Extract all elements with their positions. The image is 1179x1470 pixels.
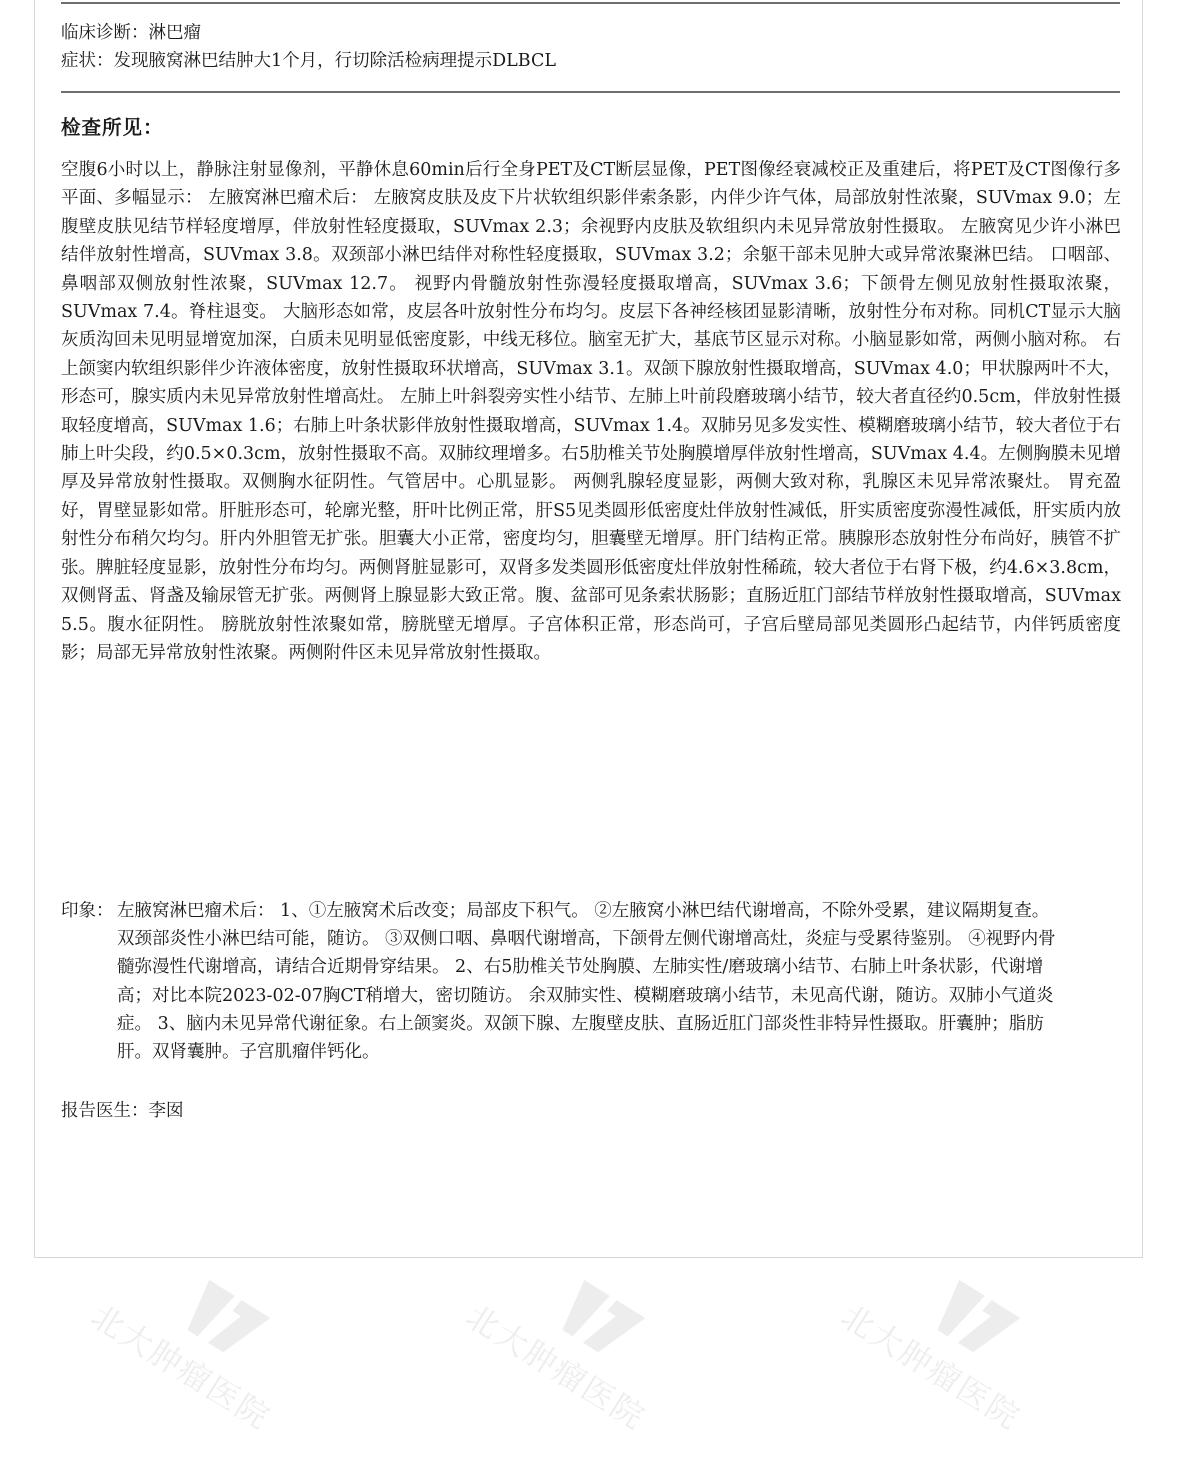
watermark-text: 北大肿瘤医院 [834,1296,1028,1438]
watermark [66,1231,324,1469]
findings-text: 空腹6小时以上，静脉注射显像剂，平静休息60min后行全身PET及CT断层显像，PET图像经衰减校正及重建后，将PET及CT图像行多平面、多幅显示： 左腋窝淋巴瘤术后： 左腋窝皮肤及皮下片状软组织影伴索条影，内伴少许气体，局部放射性浓聚，SUVmax 9.0；左腹壁皮肤见结节样轻度增厚，伴放射性轻度摄取，SUVmax 2.3；余视野内皮肤及软组织内未见异常放射性摄取。 左腋窝见少许小淋巴结伴放射性增高，SUVmax 3.8。双颈部小淋巴结伴对称性轻度摄取，SUVmax 3.2；余躯干部未见肿大或异常浓聚淋巴结。 口咽部、鼻咽部双侧放射性浓聚，SUVmax 12.7。 视野内骨髓放射性弥漫轻度摄取增高，SUVmax 3.6；下颌骨左侧见放射性摄取浓聚，SUVmax 7.4。脊柱退变。 大脑形态如常，皮层各叶放射性分布均匀。皮层下各神经核团显影清晰，放射性分布对称。同机CT显示大脑灰质沟回未见明显增宽加深，白质未见明显低密度影，中线无移位。脑室无扩大，基底节区显示对称。小脑显影如常，两侧小脑对称。 右上颌窦内软组织影伴少许液体密度，放射性摄取环状增高，SUVmax 3.1。双颌下腺放射性摄取增高，SUVmax 4.0；甲状腺两叶不大，形态可，腺实质内未见异常放射性增高灶。 左肺上叶斜裂旁实性小结节、左肺上叶前段磨玻璃小结节，较大者直径约0.5cm，伴放射性摄取轻度增高，SUVmax 1.6；右肺上叶条状影伴放射性摄取增高，SUVmax 1.4。双肺另见多发实性、模糊磨玻璃小结节，较大者位于右肺上叶尖段，约0.5×0.3cm，放射性摄取不高。双肺纹理增多。右5肋椎关节处胸膜增厚伴放射性增高，SUVmax 4.4。左侧胸膜未见增厚及异常放射性摄取。双侧胸水征阴性。气管居中。心肌显影。 两侧乳腺轻度显影，两侧大致对称，乳腺区未见异常浓聚灶。 胃充盈好，胃壁显影如常。肝脏形态可，轮廓光整，肝叶比例正常，肝S5见类圆形低密度灶伴放射性减低，肝实质密度弥漫性减低，肝实质内放射性分布稍欠均匀。肝内外胆管无扩张。胆囊大小正常，密度均匀，胆囊壁无增厚。肝门结构正常。胰腺形态放射性分布尚好，胰管不扩张。脾脏轻度显影，放射性分布均匀。两侧肾脏显影可，双肾多发类圆形低密度灶伴放射性稀疏，较大者位于右肾下极，约4.6×3.8cm，双侧肾盂、肾盏及输尿管无扩张。两侧肾上腺显影大致正常。腹、盆部可见条索状肠影；直肠近肛门部结节样放射性摄取增高，SUVmax 5.5。腹水征阴性。 膀胱放射性浓聚如常，膀胱壁无增厚。子宫体积正常，形态尚可，子宫后壁局部见类圆形凸起结节，内伴钙质密度影；局部无异常放射性浓聚。两侧附件区未见异常放射性摄取。 [61,160,1121,663]
top-divider [61,2,1120,4]
clinical-diagnosis-label: 临床诊断： [61,23,149,43]
symptom-value: 发现腋窝淋巴结肿大1个月，行切除活检病理提示DLBCL [113,51,556,71]
findings-title: 检查所见： [61,116,164,139]
clinical-diagnosis [61,20,201,46]
watermark [441,1231,699,1469]
impression-text: 左腋窝淋巴瘤术后： 1、①左腋窝术后改变；局部皮下积气。 ②左腋窝小淋巴结代谢增高，不除外受累，建议隔期复查。 双颈部炎性小淋巴结可能，随访。 ③双侧口咽、鼻咽代谢增高，下颌骨左侧代谢增高灶，炎症与受累待鉴别。 ④视野内骨髓弥漫性代谢增高，请结合近期骨穿结果。 2、右5肋椎关节处胸膜、左肺实性/磨玻璃小结节、右肺上叶条状影，代谢增高；对比本院2023-02-07胸CT稍增大，密切随访。 余双肺实性、模糊磨玻璃小结节，未见高代谢，随访。双肺小气道炎症。 3、脑内未见异常代谢征象。右上颌窦炎。双颌下腺、左腹壁皮肤、直肠近肛门部炎性非特异性摄取。肝囊肿；脂肪肝。双肾囊肿。子宫肌瘤伴钙化。 [117,901,1056,1063]
doctor-label: 报告医生： [61,1101,149,1121]
symptom-label: 症状： [61,51,114,71]
report-card [34,0,1143,1258]
symptom [61,48,556,74]
watermark [816,1231,1074,1469]
doctor-name: 李囡 [148,1101,184,1121]
reporting-doctor [61,1098,184,1124]
impression-label: 印象： [61,901,114,921]
header-divider [61,91,1120,93]
clinical-diagnosis-value: 淋巴瘤 [148,23,201,43]
watermark-text: 北大肿瘤医院 [84,1296,278,1438]
impression [61,897,1071,1066]
watermark-text: 北大肿瘤医院 [459,1296,653,1438]
